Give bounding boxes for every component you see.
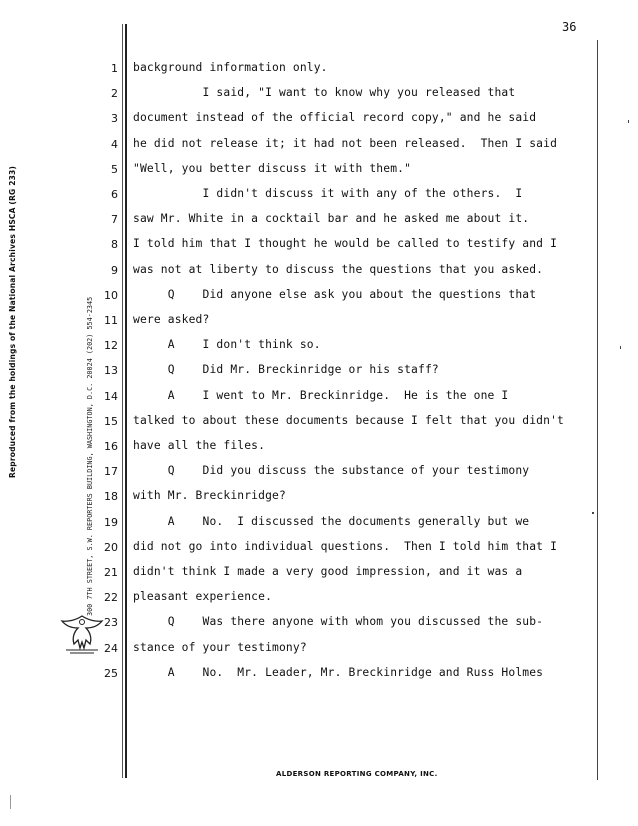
transcript-line: document instead of the official record copy," and he said [133, 111, 537, 124]
transcript-line: pleasant experience. [133, 590, 273, 603]
transcript-line: was not at liberty to discuss the questions that you asked. [133, 263, 544, 276]
line-number: 14 [104, 390, 118, 403]
line-number: 21 [104, 566, 118, 579]
line-number: 15 [104, 415, 118, 428]
line-number: 24 [104, 642, 118, 655]
line-number: 6 [111, 188, 118, 201]
scan-speck [10, 795, 11, 809]
line-number: 8 [111, 238, 118, 251]
transcript-line: saw Mr. White in a cocktail bar and he asked me about it. [133, 212, 530, 225]
transcript-line: didn't think I made a very good impression, and it was a [133, 565, 523, 578]
line-number: 3 [111, 112, 118, 125]
line-number: 7 [111, 213, 118, 226]
transcript-line: Q Did anyone else ask you about the questions that [133, 288, 537, 301]
line-number: 11 [104, 314, 118, 327]
line-number: 25 [104, 667, 118, 680]
transcript-line: A I don't think so. [133, 338, 321, 351]
transcript-line: I said, "I want to know why you released that [133, 86, 516, 99]
reporter-address: 300 7TH STREET, S.W. REPORTERS BUILDING, WASHINGTON, D.C. 20024 (202) 554-2345 [86, 296, 94, 616]
line-number: 5 [111, 163, 118, 176]
transcript-line: with Mr. Breckinridge? [133, 489, 286, 502]
transcript-line: did not go into individual questions. Then I told him that I [133, 540, 558, 553]
line-number: 13 [104, 364, 118, 377]
transcript-line: talked to about these documents because I felt that you didn't [133, 414, 564, 427]
line-number: 22 [104, 591, 118, 604]
transcript-line: A I went to Mr. Breckinridge. He is the one I [133, 389, 509, 402]
line-number: 1 [111, 62, 118, 75]
transcript-line: A No. I discussed the documents generally but we [133, 515, 530, 528]
transcript-line: "Well, you better discuss it with them." [133, 162, 412, 175]
scan-speck [620, 346, 621, 349]
line-number: 18 [104, 490, 118, 503]
transcript-line: were asked? [133, 313, 210, 326]
eagle-seal-icon [58, 612, 106, 656]
line-number: 23 [104, 616, 118, 629]
page-number: 36 [562, 20, 577, 34]
line-number: 10 [104, 289, 118, 302]
scan-speck [592, 512, 594, 514]
line-number: 16 [104, 440, 118, 453]
line-number: 2 [111, 87, 118, 100]
left-margin-rule [125, 24, 127, 778]
line-number: 12 [104, 339, 118, 352]
transcript-line: background information only. [133, 61, 328, 74]
archives-margin-note: Reproduced from the holdings of the National Archives HSCA (RG 233) [8, 165, 17, 478]
left-margin-rule-inner [122, 24, 123, 778]
transcript-line: stance of your testimony? [133, 641, 307, 654]
transcript-line: I told him that I thought he would be called to testify and I [133, 237, 558, 250]
transcript-line: Q Did you discuss the substance of your testimony [133, 464, 530, 477]
line-number: 9 [111, 264, 118, 277]
line-number: 4 [111, 138, 118, 151]
transcript-line: A No. Mr. Leader, Mr. Breckinridge and Russ Holmes [133, 666, 544, 679]
reporting-company-footer: ALDERSON REPORTING COMPANY, INC. [276, 770, 438, 778]
scan-speck [628, 120, 629, 123]
line-number: 19 [104, 516, 118, 529]
line-number: 17 [104, 465, 118, 478]
transcript-line: Q Was there anyone with whom you discussed the sub- [133, 615, 544, 628]
transcript-line: have all the files. [133, 439, 266, 452]
transcript-line: I didn't discuss it with any of the others. I [133, 187, 523, 200]
line-number: 20 [104, 541, 118, 554]
transcript-line: he did not release it; it had not been released. Then I said [133, 137, 558, 150]
right-margin-rule [597, 40, 598, 780]
transcript-line: Q Did Mr. Breckinridge or his staff? [133, 363, 439, 376]
